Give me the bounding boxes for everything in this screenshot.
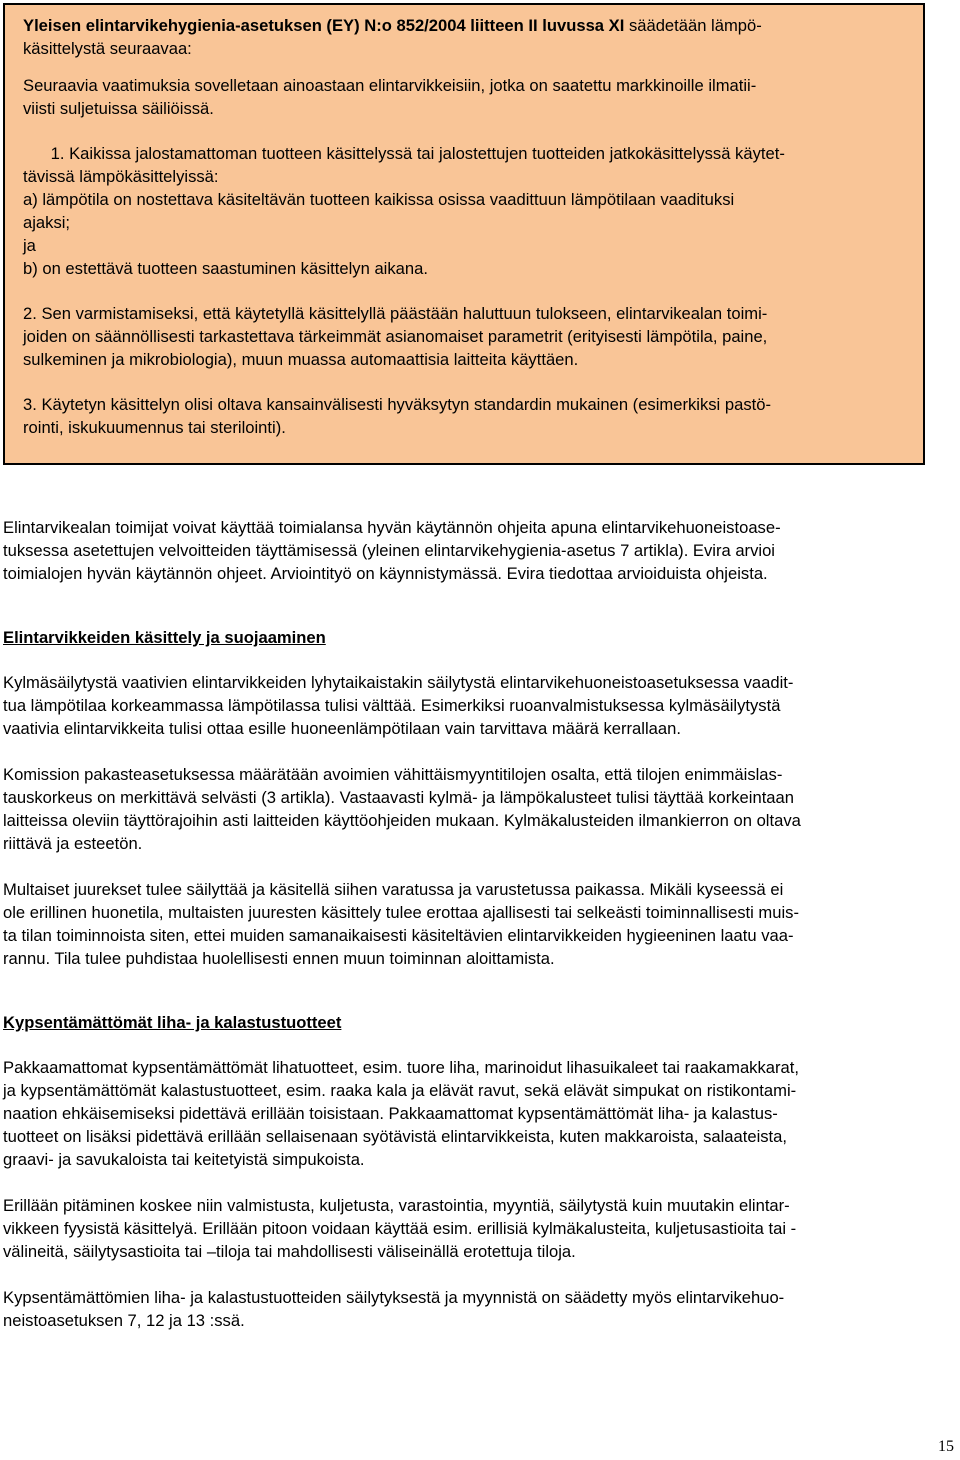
item-3-line: 3. Käytetyn käsittelyn olisi oltava kansainvälisesti hyväksytyn standardin mukainen (esimerkiksi pastö-: [23, 395, 771, 414]
paragraph-line: naation ehkäisemiseksi pidettävä erillään toisistaan. Pakkaamattomat kypsentämättömät liha- ja kalastus-: [3, 1104, 778, 1123]
paragraph-line: vikkeen fyysistä käsittelyä. Erillään pitoon voidaan käyttää esim. erillisiä kylmäkalusteita, kuljetusastioita tai -: [3, 1219, 797, 1238]
item-2-line: 2. Sen varmistamiseksi, että käytetyllä käsittelyllä päästään haluttuun tulokseen, elintarvikealan toimi-: [23, 304, 768, 323]
paragraph-line: Erillään pitäminen koskee niin valmistusta, kuljetusta, varastointia, myyntiä, säilytystä kuin muutakin elintar-: [3, 1196, 790, 1215]
box-title-line-1: Yleisen elintarvikehygienia-asetuksen (EY) N:o 852/2004 liitteen II luvussa XI säädetään lämpö-: [23, 16, 762, 35]
item-1-line: ajaksi;: [23, 213, 71, 232]
paragraph-line: Pakkaamattomat kypsentämättömät lihatuotteet, esim. tuore liha, marinoidut lihasuikaleet tai raakamakkarat,: [3, 1058, 799, 1077]
document-body: [3, 516, 953, 1332]
paragraph-line: Multaiset juurekset tulee säilyttää ja käsitellä siihen varatussa ja varustetussa paikassa. Mikäli kyseessä ei: [3, 880, 784, 899]
paragraph-line: Kylmäsäilytystä vaativien elintarvikkeiden lyhytaikaistakin säilytystä elintarvikehuoneistoasetuksessa vaadit-: [3, 673, 794, 692]
paragraph-line: laitteissa oleviin täyttörajoihin asti laitteiden käyttöohjeiden mukaan. Kylmäkalusteiden ilmankierron on oltava: [3, 811, 801, 830]
box-intro-line: viisti suljetuissa säiliöissä.: [23, 99, 214, 118]
intro-paragraph-line: Elintarvikealan toimijat voivat käyttää toimialansa hyvän käytännön ohjeita apuna elintarvikehuoneistoase-: [3, 518, 781, 537]
paragraph-line: vaativia elintarvikkeita tulisi ottaa esille huoneenlämpötilaan vain tarvittava määrä kerrallaan.: [3, 719, 681, 738]
item-1-line: tävissä lämpökäsittelyissä:: [23, 167, 219, 186]
paragraph-line: ta tilan toiminnoista siten, ettei muiden samanaikaisesti käsiteltävien elintarvikkeiden hygieeninen laatu vaa-: [3, 926, 794, 945]
intro-paragraph-line: tuksessa asetettujen velvoitteiden täyttämisessä (yleinen elintarvikehygienia-asetus 7 artikla). Evira arvioi: [3, 541, 775, 560]
item-2-line: sulkeminen ja mikrobiologia), muun muassa automaattisia laitteita käyttäen.: [23, 350, 579, 369]
paragraph-line: tauskorkeus on merkittävä selvästi (3 artikla). Vastaavasti kylmä- ja lämpökalusteet tulisi täyttää korkeintaan: [3, 788, 794, 807]
item-1-line: 1. Kaikissa jalostamattoman tuotteen käsittelyssä tai jalostettujen tuotteiden jatkokäsittelyssä käytet-: [23, 144, 785, 163]
paragraph-line: välineitä, säilytysastioita tai –tiloja tai mahdollisesti väliseinällä erotettuja tiloja.: [3, 1242, 576, 1261]
page-number: 15: [938, 1438, 954, 1455]
section-heading-handling: Elintarvikkeiden käsittely ja suojaaminen: [3, 628, 326, 647]
intro-paragraph-line: toimialojen hyvän käytännön ohjeet. Arviointityö on käynnistymässä. Evira tiedottaa arvioiduista ohjeista.: [3, 564, 768, 583]
box-intro-line: Seuraavia vaatimuksia sovelletaan ainoastaan elintarvikkeisiin, jotka on saatettu markkinoille ilmatii-: [23, 76, 757, 95]
section-heading-raw-meat-fish: Kypsentämättömät liha- ja kalastustuotteet: [3, 1013, 342, 1032]
item-3-line: rointi, iskukuumennus tai sterilointi).: [23, 418, 286, 437]
paragraph-line: tuotteet on lisäksi pidettävä erillään sellaisenaan syötävistä elintarvikkeista, kuten makkaroista, salaateista,: [3, 1127, 788, 1146]
item-2-line: joiden on säännöllisesti tarkastettava tärkeimmät asianomaiset parametrit (erityisesti lämpötila, paine,: [23, 327, 768, 346]
paragraph-line: ole erillinen huonetila, multaisten juuresten käsittely tulee erottaa ajallisesti tai selkeästi toiminnallisesti muis-: [3, 903, 799, 922]
paragraph-line: graavi- ja savukaloista tai keitetyistä simpukoista.: [3, 1150, 365, 1169]
paragraph-line: riittävä ja esteetön.: [3, 834, 143, 853]
box-title-line-2: käsittelystä seuraavaa:: [23, 39, 192, 58]
paragraph-line: tua lämpötilaa korkeammassa lämpötilassa tulisi välttää. Esimerkiksi ruoanvalmistuksessa kylmäsäilytystä: [3, 696, 781, 715]
regulation-box: [3, 3, 925, 465]
item-1-line: ja: [23, 236, 36, 255]
paragraph-line: rannu. Tila tulee puhdistaa huolellisesti ennen muun toiminnan aloittamista.: [3, 949, 555, 968]
paragraph-line: Kypsentämättömien liha- ja kalastustuotteiden säilytyksestä ja myynnistä on säädetty myös elintarvikehuo-: [3, 1288, 785, 1307]
paragraph-line: ja kypsentämättömät kalastustuotteet, esim. raaka kala ja elävät ravut, sekä elävät simpukat on ristikontami-: [3, 1081, 797, 1100]
item-1-line: a) lämpötila on nostettava käsiteltävän tuotteen kaikissa osissa vaadittuun lämpötilaan vaadituksi: [23, 190, 735, 209]
item-1-line: b) on estettävä tuotteen saastuminen käsittelyn aikana.: [23, 259, 428, 278]
paragraph-line: Komission pakasteasetuksessa määrätään avoimien vähittäismyyntitilojen osalta, että tilojen enimmäislas-: [3, 765, 783, 784]
paragraph-line: neistoasetuksen 7, 12 ja 13 :ssä.: [3, 1311, 245, 1330]
